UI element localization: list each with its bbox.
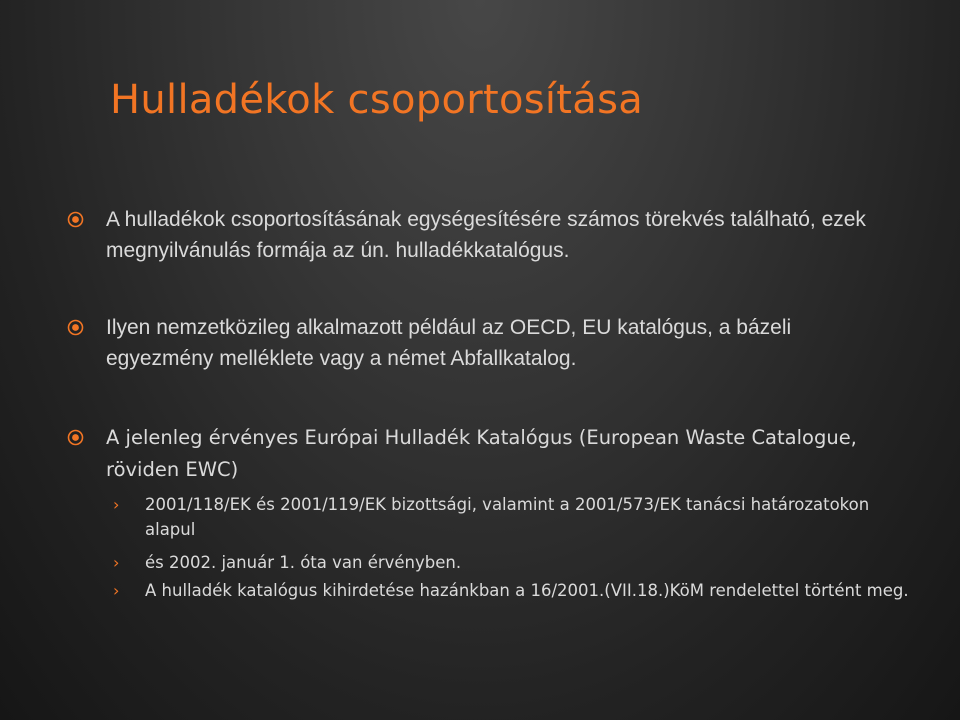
chevron-right-icon: › <box>113 581 120 600</box>
circled-dot-icon <box>67 211 84 228</box>
circled-dot-icon <box>67 319 84 336</box>
sub-bullet-item-decisions <box>113 492 915 542</box>
chevron-right-icon: › <box>113 553 120 572</box>
chevron-right-icon: › <box>113 495 120 514</box>
bullet-item-catalogue-unification <box>106 204 896 266</box>
circled-dot-icon <box>67 429 84 446</box>
sub-bullet-text: és 2002. január 1. óta van érvényben. <box>145 553 462 572</box>
bullet-text: Ilyen nemzetközileg alkalmazott például az OECD, EU katalógus, a bázeli egyezmény melléklete vagy a német Abfallkatalog. <box>106 316 792 370</box>
sub-bullet-item-hungarian-decree <box>113 578 915 603</box>
bullet-item-international-catalogues <box>106 312 896 374</box>
sub-bullet-text: A hulladék katalógus kihirdetése hazánkban a 16/2001.(VII.18.)KöM rendelettel történt meg. <box>145 581 909 600</box>
sub-bullet-text: 2001/118/EK és 2001/119/EK bizottsági, valamint a 2001/573/EK tanácsi határozatokon alapul <box>145 495 870 539</box>
bullet-item-ewc <box>106 422 896 486</box>
sub-bullet-item-valid-since <box>113 550 915 575</box>
bullet-text: A jelenleg érvényes Európai Hulladék Katalógus (European Waste Catalogue, röviden EWC) <box>106 426 857 481</box>
slide-title: Hulladékok csoportosítása <box>110 77 644 123</box>
bullet-text: A hulladékok csoportosításának egységesítésére számos törekvés található, ezek megnyilvánulás formája az ún. hulladékkatalógus. <box>106 208 866 262</box>
